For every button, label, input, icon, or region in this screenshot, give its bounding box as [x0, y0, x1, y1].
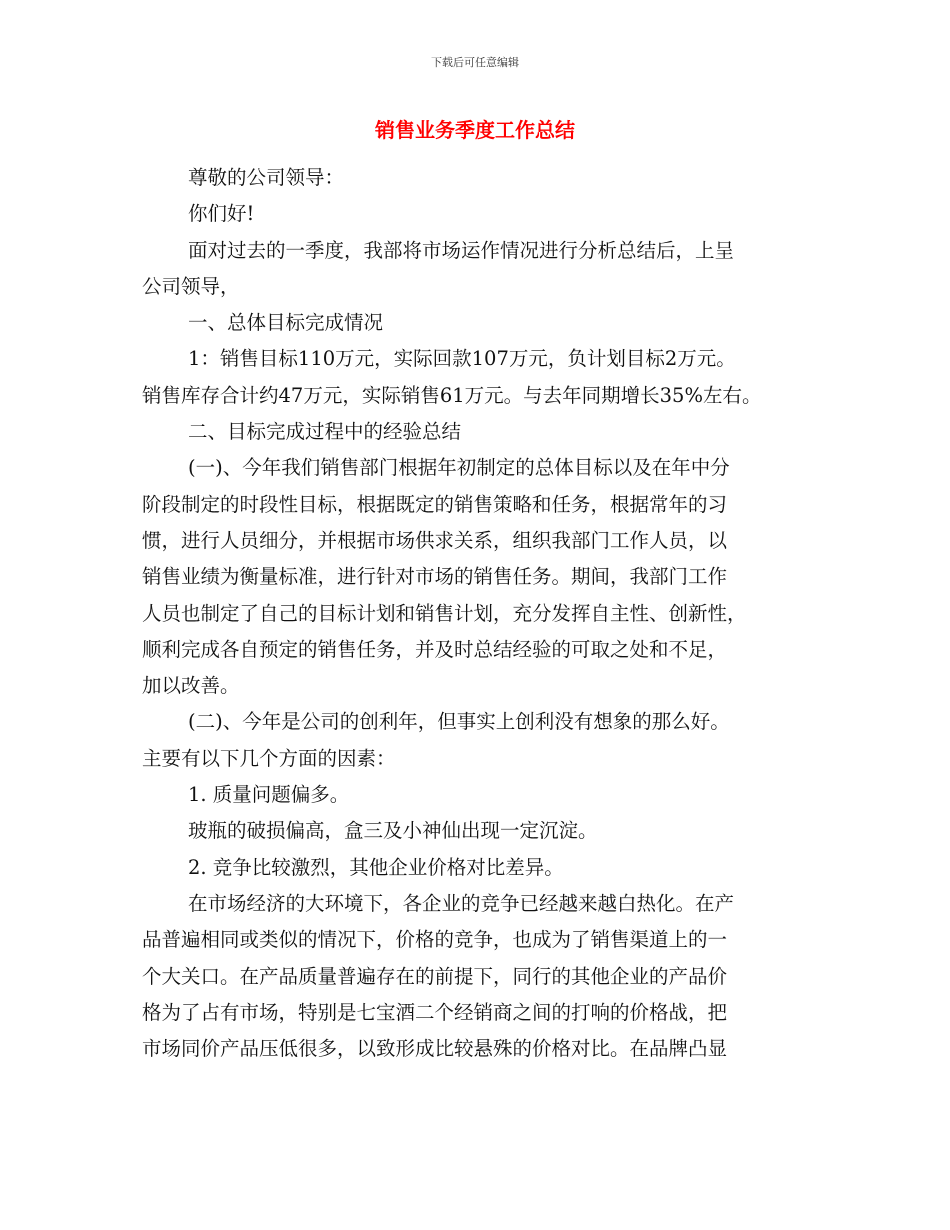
text-line: (二)、今年是公司的创利年，但事实上创利没有想象的那么好。	[188, 710, 730, 734]
text-line: 主要有以下几个方面的因素：	[142, 746, 396, 770]
header-note: 下载后可任意编辑	[431, 56, 519, 69]
text-line: 2. 竞争比较激烈，其他企业价格对比差异。	[188, 855, 564, 879]
text-line: 惯，进行人员细分，并根据市场供求关系，组织我部门工作人员，以	[142, 528, 728, 552]
document-title: 销售业务季度工作总结	[375, 118, 575, 142]
text-line: 格为了占有市场，特别是七宝酒二个经销商之间的打响的价格战，把	[142, 1000, 728, 1024]
text-line: (一)、今年我们销售部门根据年初制定的总体目标以及在年中分	[188, 456, 730, 480]
text-line: 一、总体目标完成情况	[188, 311, 384, 335]
text-line: 面对过去的一季度，我部将市场运作情况进行分析总结后，上呈	[188, 238, 735, 262]
text-line: 1. 质量问题偏多。	[188, 783, 350, 807]
text-line: 加以改善。	[142, 674, 240, 698]
text-line: 阶段制定的时段性目标，根据既定的销售策略和任务，根据常年的习	[142, 492, 728, 516]
text-line: 个大关口。在产品质量普遍存在的前提下，同行的其他企业的产品价	[142, 964, 728, 988]
text-line: 二、目标完成过程中的经验总结	[188, 420, 462, 444]
text-line: 顺利完成各自预定的销售任务，并及时总结经验的可取之处和不足，	[142, 637, 728, 661]
text-line: 玻瓶的破损偏高，盒三及小神仙出现一定沉淀。	[188, 819, 598, 843]
text-line: 销售业绩为衡量标准，进行针对市场的销售任务。期间，我部门工作	[142, 565, 728, 589]
text-line: 你们好!	[188, 202, 255, 226]
text-line: 销售库存合计约47万元，实际销售61万元。与去年同期增长35%左右。	[142, 383, 762, 407]
text-line: 尊敬的公司领导：	[188, 166, 345, 189]
text-line: 在市场经济的大环境下，各企业的竞争已经越来越白热化。在产	[188, 891, 735, 915]
text-line: 人员也制定了自己的目标计划和销售计划，充分发挥自主性、创新性，	[142, 601, 747, 625]
text-line: 市场同价产品压低很多，以致形成比较悬殊的价格对比。在品牌凸显	[142, 1037, 728, 1061]
text-line: 1：销售目标110万元，实际回款107万元，负计划目标2万元。	[188, 347, 736, 371]
text-line: 公司领导，	[142, 274, 240, 298]
text-line: 品普遍相同或类似的情况下，价格的竞争，也成为了销售渠道上的一	[142, 928, 728, 952]
document-body	[142, 160, 814, 1067]
